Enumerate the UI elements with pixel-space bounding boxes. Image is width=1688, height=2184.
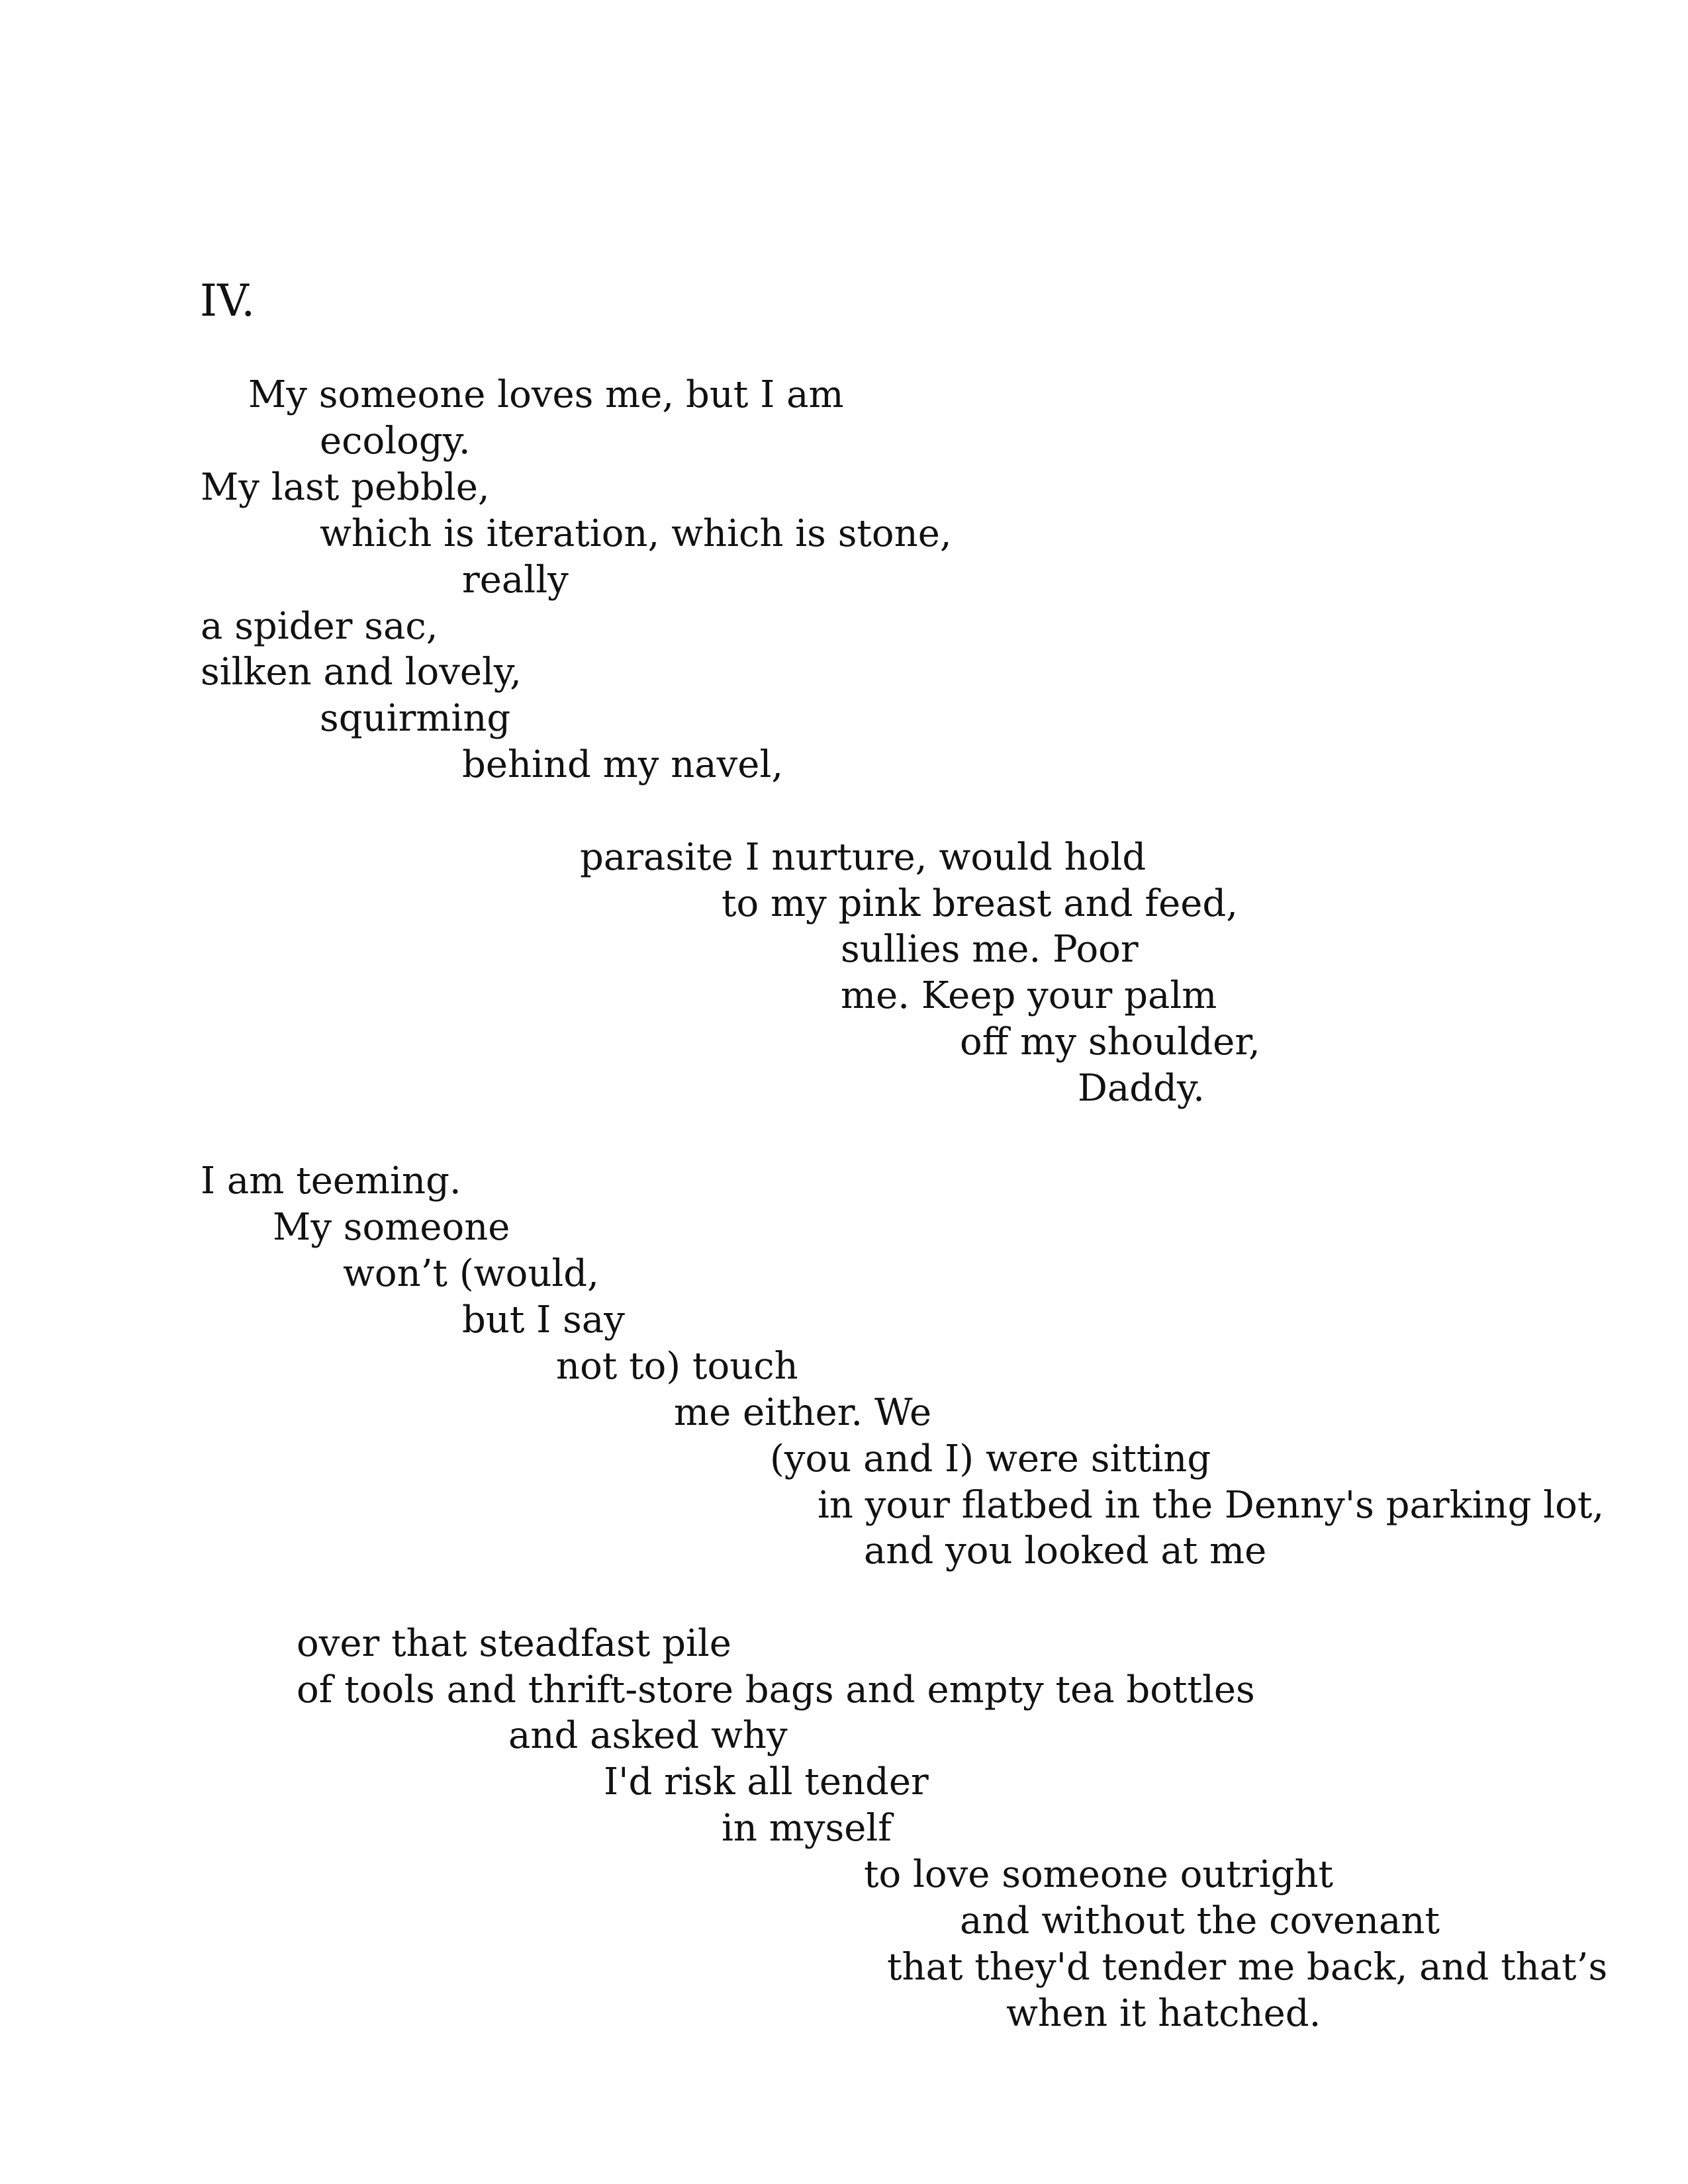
poem-line: that they'd tender me back, and that’s <box>887 1946 1608 1989</box>
section-title: IV. <box>200 275 256 326</box>
poem-line: me either. We <box>674 1391 932 1434</box>
poem-line: My last pebble, <box>201 466 490 509</box>
poem-line: in myself <box>722 1807 892 1850</box>
poem-line: over that steadfast pile <box>297 1622 731 1665</box>
poem-line: parasite I nurture, would hold <box>580 836 1147 879</box>
poem-line: ecology. <box>320 420 471 463</box>
poem-line: silken and lovely, <box>201 651 522 694</box>
poem-line: in your flatbed in the Denny's parking lot, <box>818 1484 1605 1527</box>
poem-line: won’t (would, <box>343 1252 599 1295</box>
poem-line: really <box>462 559 569 602</box>
poem-line: (you and I) were sitting <box>770 1437 1211 1480</box>
poem-line: me. Keep your palm <box>841 974 1217 1017</box>
poem-line: to love someone outright <box>864 1853 1334 1896</box>
poem-line: when it hatched. <box>1006 1992 1321 2035</box>
poem-line: and asked why <box>508 1714 788 1757</box>
poem-line: and you looked at me <box>864 1529 1267 1572</box>
poem-line: of tools and thrift-store bags and empty tea bottles <box>297 1668 1255 1711</box>
poem-line: behind my navel, <box>462 743 784 786</box>
poem-line: not to) touch <box>556 1345 798 1388</box>
poem-line: I'd risk all tender <box>604 1760 929 1803</box>
poem-line: off my shoulder, <box>960 1021 1260 1064</box>
poem-line: but I say <box>462 1298 625 1342</box>
poem-line: My someone <box>273 1206 510 1249</box>
poem-line: sullies me. Poor <box>841 928 1139 971</box>
poem-line: to my pink breast and feed, <box>722 882 1239 925</box>
poem-line: I am teeming. <box>201 1160 461 1203</box>
poem-line: a spider sac, <box>201 605 438 648</box>
poem-line: My someone loves me, but I am <box>248 373 844 416</box>
poem-line: squirming <box>320 697 511 740</box>
poem-line: Daddy. <box>1078 1067 1205 1110</box>
poem-line: which is iteration, which is stone, <box>320 512 952 555</box>
poem-line: and without the covenant <box>960 1899 1440 1942</box>
